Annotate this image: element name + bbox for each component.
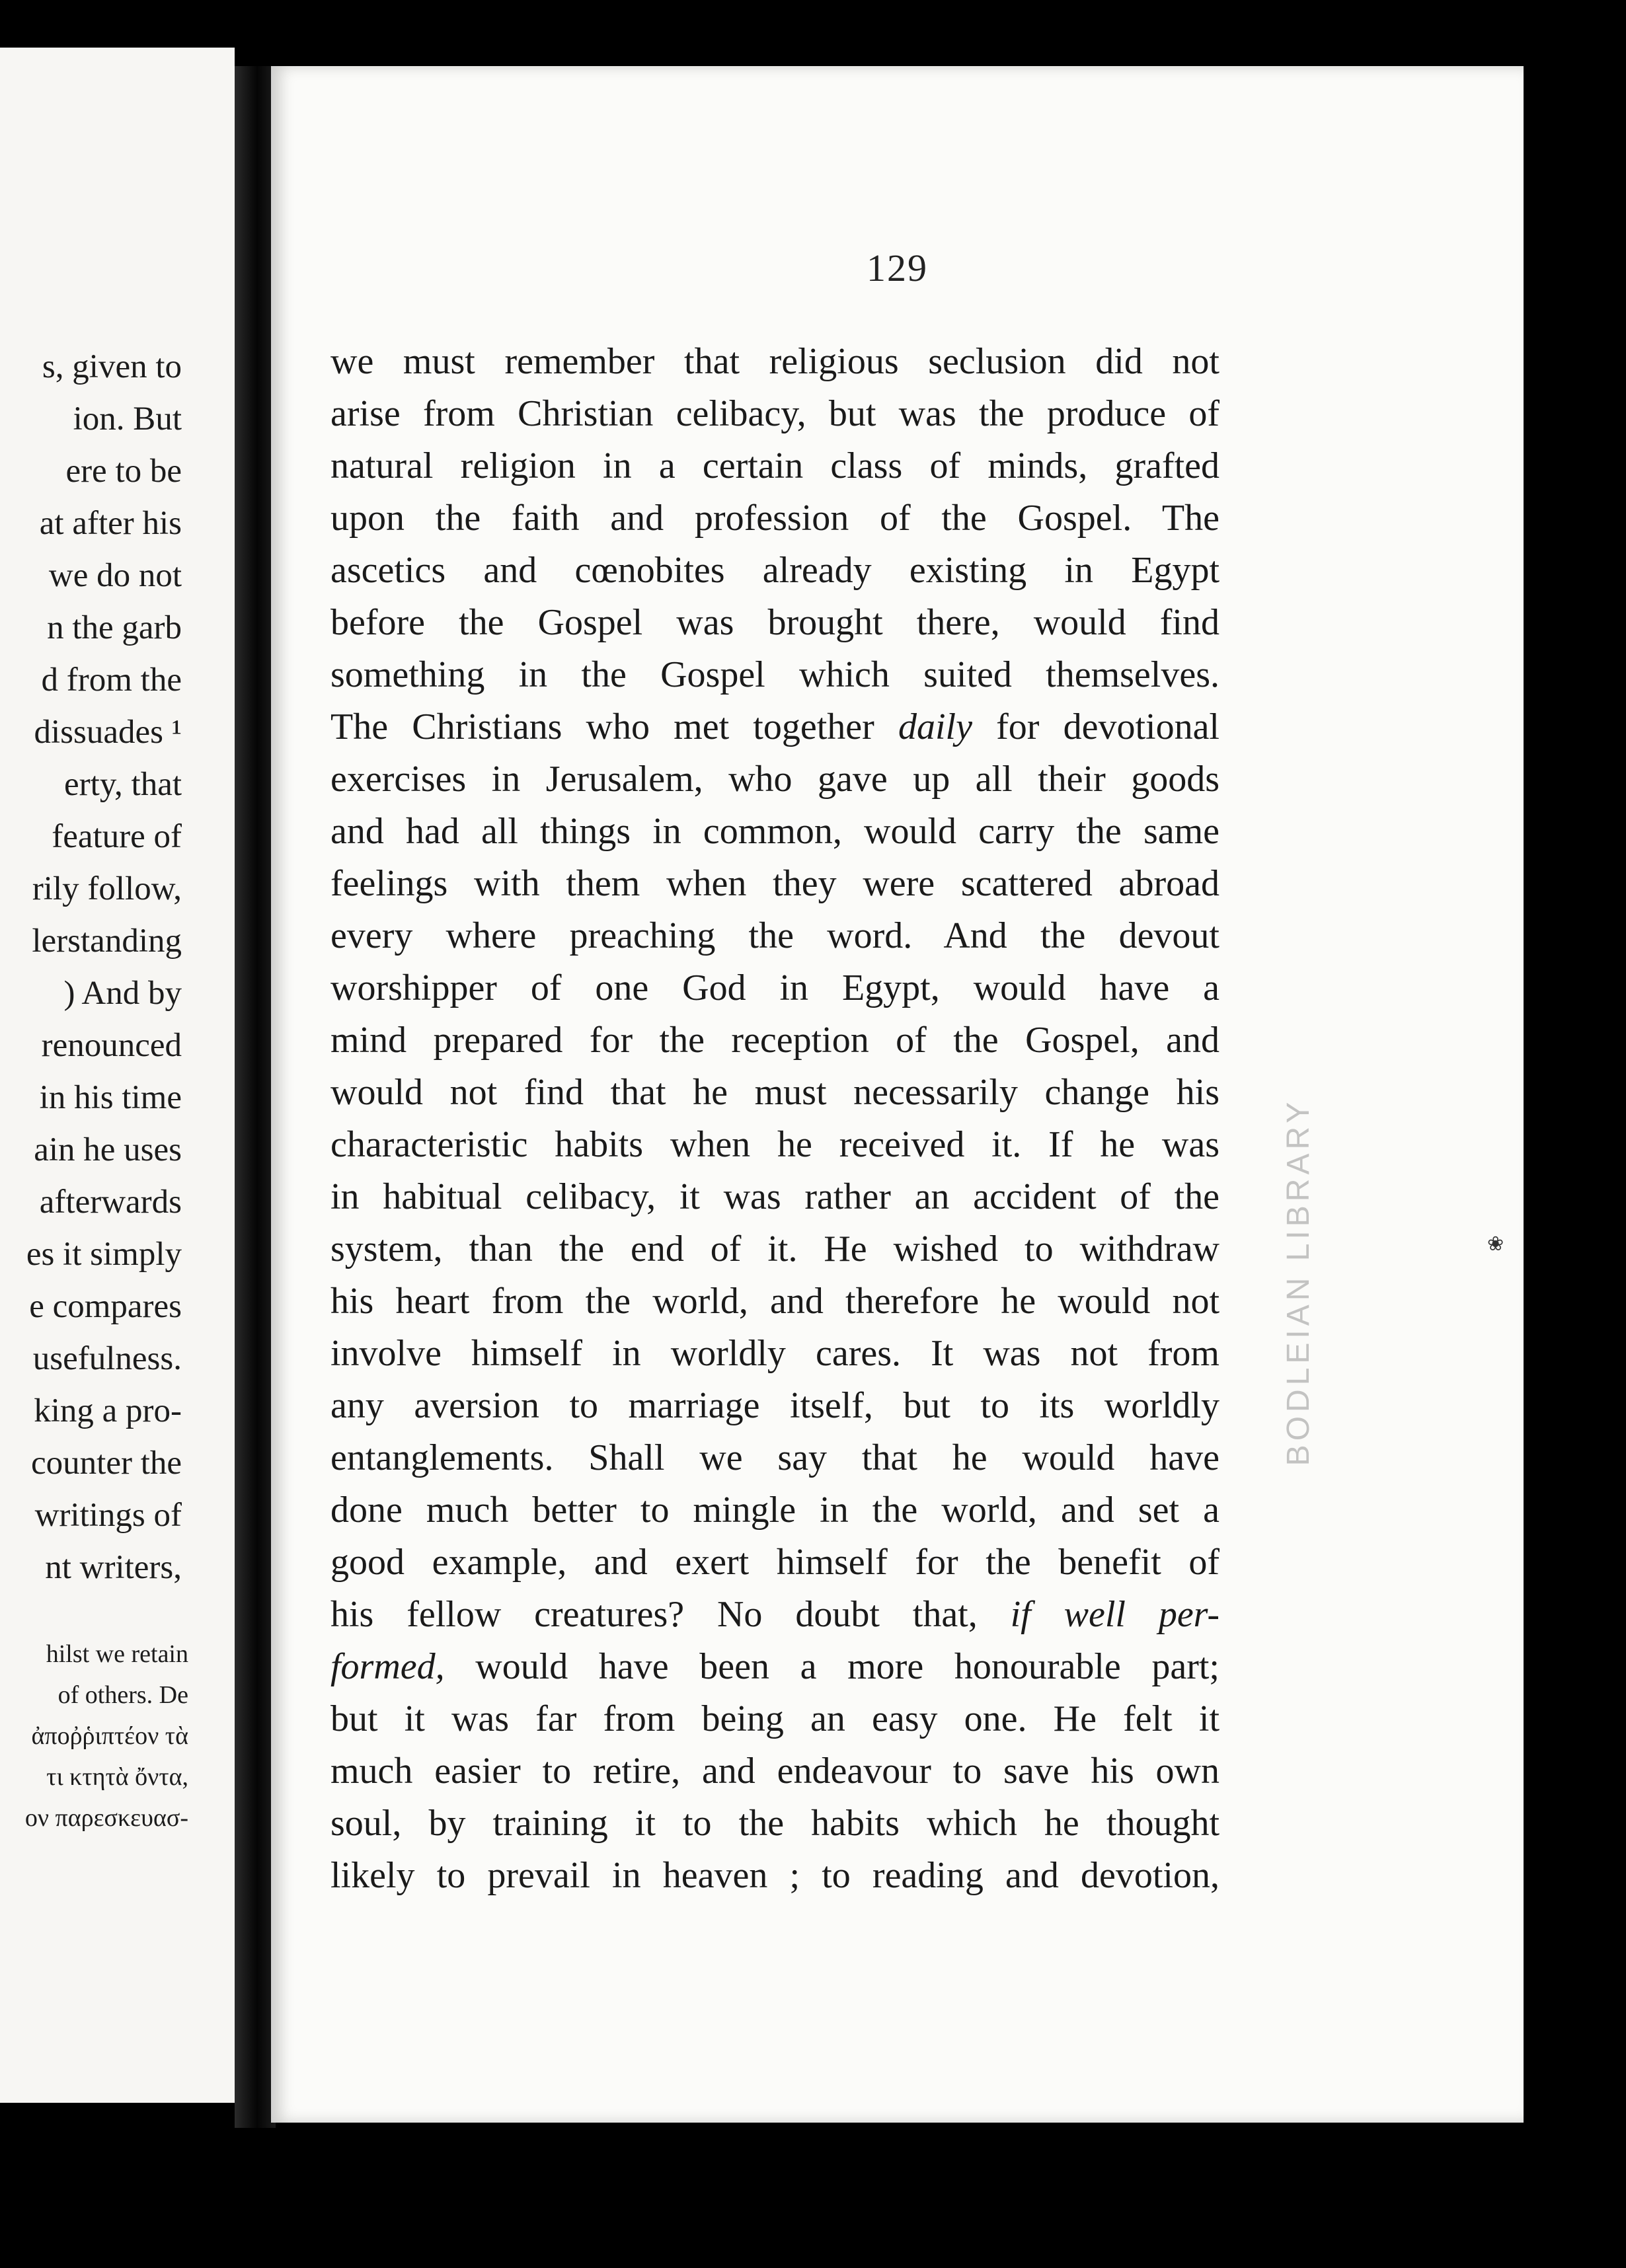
- body-text: [330, 336, 1220, 1902]
- text-line: and had all things in common, would carry the same: [330, 811, 1220, 852]
- left-page-line: counter the: [31, 1445, 182, 1482]
- left-page-line: in his time: [39, 1079, 182, 1116]
- left-page-line: renounced: [41, 1027, 182, 1064]
- text-line: good example, and exert himself for the benefit of: [330, 1542, 1220, 1583]
- left-page-line: ) And by: [63, 975, 182, 1012]
- text-line: every where preaching the word. And the devout: [330, 915, 1220, 956]
- text-line: involve himself in worldly cares. It was not from: [330, 1333, 1220, 1374]
- text-line: characteristic habits when he received it. If he was: [330, 1124, 1220, 1165]
- italic-text: if well per-: [1010, 1594, 1220, 1635]
- text-line: in habitual celibacy, it was rather an accident of the: [330, 1176, 1220, 1217]
- text-line: ascetics and cœnobites already existing in Egypt: [330, 550, 1220, 591]
- left-page-line: we do not: [48, 557, 182, 594]
- text-line: [330, 1589, 1220, 1641]
- text-run: for devotional: [972, 706, 1220, 747]
- left-page-line: n the garb: [47, 609, 182, 646]
- left-page-line: ion. But: [73, 400, 182, 437]
- italic-text: formed,: [330, 1646, 445, 1687]
- left-page-line: erty, that: [64, 766, 182, 803]
- text-line: arise from Christian celibacy, but was the produce of: [330, 393, 1220, 434]
- text-line: mind prepared for the reception of the Gospel, and: [330, 1020, 1220, 1061]
- left-page-footnote-line: of others. De: [58, 1681, 188, 1709]
- text-line: exercises in Jerusalem, who gave up all their goods: [330, 759, 1220, 800]
- left-page-line: lerstanding: [32, 923, 182, 960]
- left-page-line: e compares: [29, 1288, 182, 1325]
- left-page-line: afterwards: [39, 1184, 182, 1221]
- text-line: we must remember that religious seclusion did not: [330, 341, 1220, 382]
- text-line: but it was far from being an easy one. He felt it: [330, 1698, 1220, 1739]
- left-facing-page: [0, 48, 235, 2103]
- text-line: before the Gospel was brought there, would find: [330, 602, 1220, 643]
- left-page-line: s, given to: [42, 348, 182, 385]
- text-line: [330, 701, 1220, 753]
- text-line: entanglements. Shall we say that he would have: [330, 1437, 1220, 1478]
- left-page-line: king a pro-: [34, 1392, 182, 1429]
- left-page-line: usefulness.: [32, 1340, 182, 1377]
- left-page-line: ere to be: [65, 453, 182, 490]
- text-line: his heart from the world, and therefore he would not: [330, 1281, 1220, 1322]
- text-line: likely to prevail in heaven ; to reading and devotion,: [330, 1855, 1220, 1896]
- left-page-line: feature of: [52, 818, 182, 855]
- left-page-line: es it simply: [26, 1236, 182, 1273]
- left-page-line: nt writers,: [45, 1549, 182, 1586]
- left-page-line: d from the: [41, 662, 182, 699]
- text-line: done much better to mingle in the world, and set a: [330, 1490, 1220, 1531]
- text-run: The Christians who met together: [330, 706, 898, 747]
- page-number: 129: [867, 246, 928, 289]
- right-page: [271, 66, 1524, 2123]
- text-line: system, than the end of it. He wished to withdraw: [330, 1228, 1220, 1269]
- text-line: worshipper of one God in Egypt, would have a: [330, 967, 1220, 1008]
- left-page-footnote-line: ἀποῤῥιπτέον τὰ: [31, 1722, 188, 1750]
- text-line: would not find that he must necessarily change his: [330, 1072, 1220, 1113]
- left-page-line: at after his: [39, 505, 182, 542]
- italic-text: daily: [898, 706, 972, 747]
- text-line: soul, by training it to the habits which he thought: [330, 1803, 1220, 1844]
- text-line: something in the Gospel which suited themselves.: [330, 654, 1220, 695]
- text-line: natural religion in a certain class of minds, grafted: [330, 445, 1220, 486]
- text-line: upon the faith and profession of the Gospel. The: [330, 498, 1220, 539]
- library-stamp: BODLEIAN LIBRARY: [1281, 1098, 1316, 1466]
- text-line: much easier to retire, and endeavour to save his own: [330, 1751, 1220, 1792]
- left-page-line: dissuades ¹: [34, 714, 182, 751]
- flower-mark-icon: ❀: [1487, 1233, 1504, 1255]
- text-line: [330, 1641, 1220, 1693]
- left-page-footnote-line: τι κτητὰ ὄντα,: [46, 1763, 188, 1791]
- left-page-line: writings of: [34, 1497, 182, 1534]
- left-page-line: rily follow,: [32, 870, 182, 907]
- book-gutter-shadow: [235, 66, 276, 2128]
- text-line: any aversion to marriage itself, but to its worldly: [330, 1385, 1220, 1426]
- left-page-line: ain he uses: [34, 1131, 182, 1168]
- left-page-footnote-line: hilst we retain: [46, 1640, 188, 1668]
- text-line: feelings with them when they were scattered abroad: [330, 863, 1220, 904]
- text-run: would have been a more honourable part;: [444, 1646, 1220, 1687]
- text-run: his fellow creatures? No doubt that,: [330, 1594, 1011, 1635]
- left-page-footnote-line: ον παρεσκευασ-: [24, 1804, 188, 1832]
